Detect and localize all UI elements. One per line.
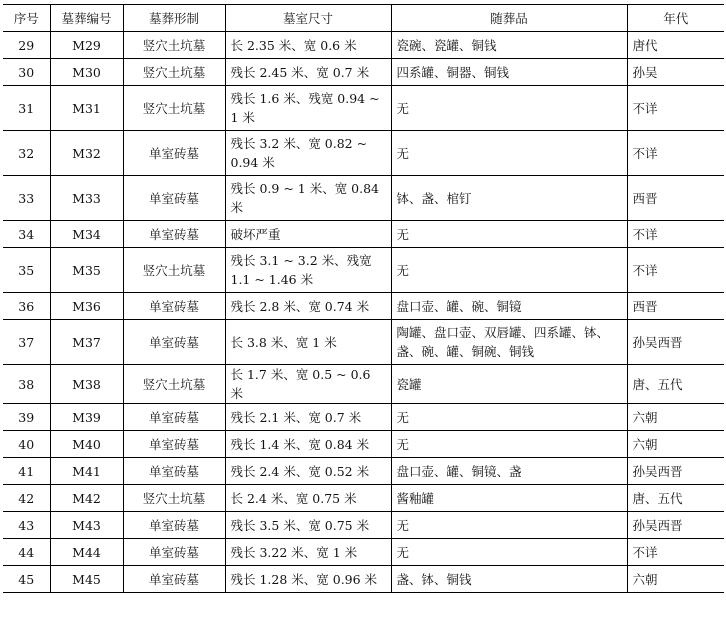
cell-size: 残长 1.28 米、宽 0.96 米: [225, 566, 391, 593]
cell-id: M44: [50, 539, 123, 566]
cell-era: 唐代: [627, 32, 724, 59]
cell-id: M36: [50, 293, 123, 320]
table-row: [3, 32, 724, 59]
cell-no: 35: [3, 248, 50, 293]
cell-size: 残长 2.4 米、宽 0.52 米: [225, 458, 391, 485]
cell-no: 43: [3, 512, 50, 539]
table-row: [3, 431, 724, 458]
cell-id: M39: [50, 404, 123, 431]
cell-era: 六朝: [627, 566, 724, 593]
cell-form: 单室砖墓: [123, 512, 225, 539]
cell-form: 单室砖墓: [123, 293, 225, 320]
cell-form: 单室砖墓: [123, 458, 225, 485]
cell-form: 竖穴土坑墓: [123, 59, 225, 86]
cell-era: 孙吴西晋: [627, 458, 724, 485]
cell-no: 32: [3, 131, 50, 176]
cell-no: 44: [3, 539, 50, 566]
cell-size: 长 2.4 米、宽 0.75 米: [225, 485, 391, 512]
cell-id: M35: [50, 248, 123, 293]
cell-no: 38: [3, 365, 50, 404]
table-row: [3, 131, 724, 176]
cell-id: M38: [50, 365, 123, 404]
cell-goods: 盘口壶、罐、碗、铜镜: [391, 293, 627, 320]
cell-era: 六朝: [627, 404, 724, 431]
cell-goods: 无: [391, 86, 627, 131]
cell-era: 孙吴: [627, 59, 724, 86]
cell-size: 长 2.35 米、宽 0.6 米: [225, 32, 391, 59]
cell-no: 34: [3, 221, 50, 248]
tomb-table: [3, 4, 724, 593]
header-form: 墓葬形制: [123, 5, 225, 32]
cell-goods: 无: [391, 404, 627, 431]
table-row: [3, 293, 724, 320]
table-row: [3, 404, 724, 431]
table-row: [3, 512, 724, 539]
cell-form: 单室砖墓: [123, 539, 225, 566]
cell-goods: 无: [391, 539, 627, 566]
cell-era: 不详: [627, 86, 724, 131]
cell-id: M34: [50, 221, 123, 248]
cell-id: M37: [50, 320, 123, 365]
cell-form: 单室砖墓: [123, 320, 225, 365]
cell-goods: 瓷罐: [391, 365, 627, 404]
table-row: [3, 86, 724, 131]
cell-goods: 瓷碗、瓷罐、铜钱: [391, 32, 627, 59]
table-row: [3, 485, 724, 512]
cell-era: 不详: [627, 539, 724, 566]
cell-id: M33: [50, 176, 123, 221]
cell-id: M45: [50, 566, 123, 593]
cell-era: 西晋: [627, 176, 724, 221]
cell-era: 孙吴西晋: [627, 512, 724, 539]
cell-form: 竖穴土坑墓: [123, 485, 225, 512]
cell-goods: 无: [391, 221, 627, 248]
table-row: [3, 458, 724, 485]
cell-form: 单室砖墓: [123, 404, 225, 431]
cell-goods: 无: [391, 431, 627, 458]
cell-id: M43: [50, 512, 123, 539]
cell-form: 单室砖墓: [123, 131, 225, 176]
cell-no: 33: [3, 176, 50, 221]
cell-size: 残长 3.22 米、宽 1 米: [225, 539, 391, 566]
cell-no: 42: [3, 485, 50, 512]
cell-no: 39: [3, 404, 50, 431]
cell-form: 竖穴土坑墓: [123, 365, 225, 404]
header-size: 墓室尺寸: [225, 5, 391, 32]
cell-size: 残长 1.4 米、宽 0.84 米: [225, 431, 391, 458]
header-era: 年代: [627, 5, 724, 32]
cell-no: 29: [3, 32, 50, 59]
cell-id: M31: [50, 86, 123, 131]
table-row: [3, 221, 724, 248]
cell-form: 竖穴土坑墓: [123, 32, 225, 59]
cell-era: 不详: [627, 248, 724, 293]
cell-form: 竖穴土坑墓: [123, 248, 225, 293]
cell-id: M32: [50, 131, 123, 176]
table-row: [3, 59, 724, 86]
cell-size: 破坏严重: [225, 221, 391, 248]
cell-era: 不详: [627, 131, 724, 176]
header-goods: 随葬品: [391, 5, 627, 32]
cell-id: M41: [50, 458, 123, 485]
cell-era: 孙吴西晋: [627, 320, 724, 365]
cell-era: 唐、五代: [627, 365, 724, 404]
header-no: 序号: [3, 5, 50, 32]
cell-size: 残长 3.5 米、宽 0.75 米: [225, 512, 391, 539]
cell-no: 40: [3, 431, 50, 458]
cell-era: 西晋: [627, 293, 724, 320]
cell-no: 37: [3, 320, 50, 365]
table-row: [3, 248, 724, 293]
cell-size: 长 3.8 米、宽 1 米: [225, 320, 391, 365]
header-id: 墓葬编号: [50, 5, 123, 32]
cell-no: 31: [3, 86, 50, 131]
cell-goods: 钵、盏、棺钉: [391, 176, 627, 221]
table-row: [3, 566, 724, 593]
cell-size: 残长 2.45 米、宽 0.7 米: [225, 59, 391, 86]
cell-goods: 陶罐、盘口壶、双唇罐、四系罐、钵、盏、碗、罐、铜碗、铜钱: [391, 320, 627, 365]
cell-id: M30: [50, 59, 123, 86]
table-row: [3, 365, 724, 404]
cell-goods: 无: [391, 512, 627, 539]
cell-size: 残长 2.1 米、宽 0.7 米: [225, 404, 391, 431]
cell-goods: 酱釉罐: [391, 485, 627, 512]
cell-form: 单室砖墓: [123, 176, 225, 221]
cell-goods: 无: [391, 131, 627, 176]
cell-id: M42: [50, 485, 123, 512]
cell-goods: 无: [391, 248, 627, 293]
cell-no: 45: [3, 566, 50, 593]
cell-no: 41: [3, 458, 50, 485]
cell-era: 不详: [627, 221, 724, 248]
table-row: [3, 320, 724, 365]
cell-era: 六朝: [627, 431, 724, 458]
cell-form: 竖穴土坑墓: [123, 86, 225, 131]
cell-size: 残长 3.2 米、宽 0.82 ~ 0.94 米: [225, 131, 391, 176]
table-row: [3, 539, 724, 566]
cell-size: 残长 2.8 米、宽 0.74 米: [225, 293, 391, 320]
cell-no: 30: [3, 59, 50, 86]
cell-form: 单室砖墓: [123, 221, 225, 248]
cell-goods: 四系罐、铜器、铜钱: [391, 59, 627, 86]
cell-form: 单室砖墓: [123, 566, 225, 593]
cell-no: 36: [3, 293, 50, 320]
cell-id: M40: [50, 431, 123, 458]
cell-era: 唐、五代: [627, 485, 724, 512]
cell-size: 残长 0.9 ~ 1 米、宽 0.84 米: [225, 176, 391, 221]
cell-size: 残长 3.1 ~ 3.2 米、残宽 1.1 ~ 1.46 米: [225, 248, 391, 293]
cell-size: 长 1.7 米、宽 0.5 ~ 0.6 米: [225, 365, 391, 404]
cell-goods: 盏、钵、铜钱: [391, 566, 627, 593]
cell-form: 单室砖墓: [123, 431, 225, 458]
cell-id: M29: [50, 32, 123, 59]
table-row: [3, 176, 724, 221]
cell-goods: 盘口壶、罐、铜镜、盏: [391, 458, 627, 485]
header-row: [3, 5, 724, 32]
cell-size: 残长 1.6 米、残宽 0.94 ~ 1 米: [225, 86, 391, 131]
